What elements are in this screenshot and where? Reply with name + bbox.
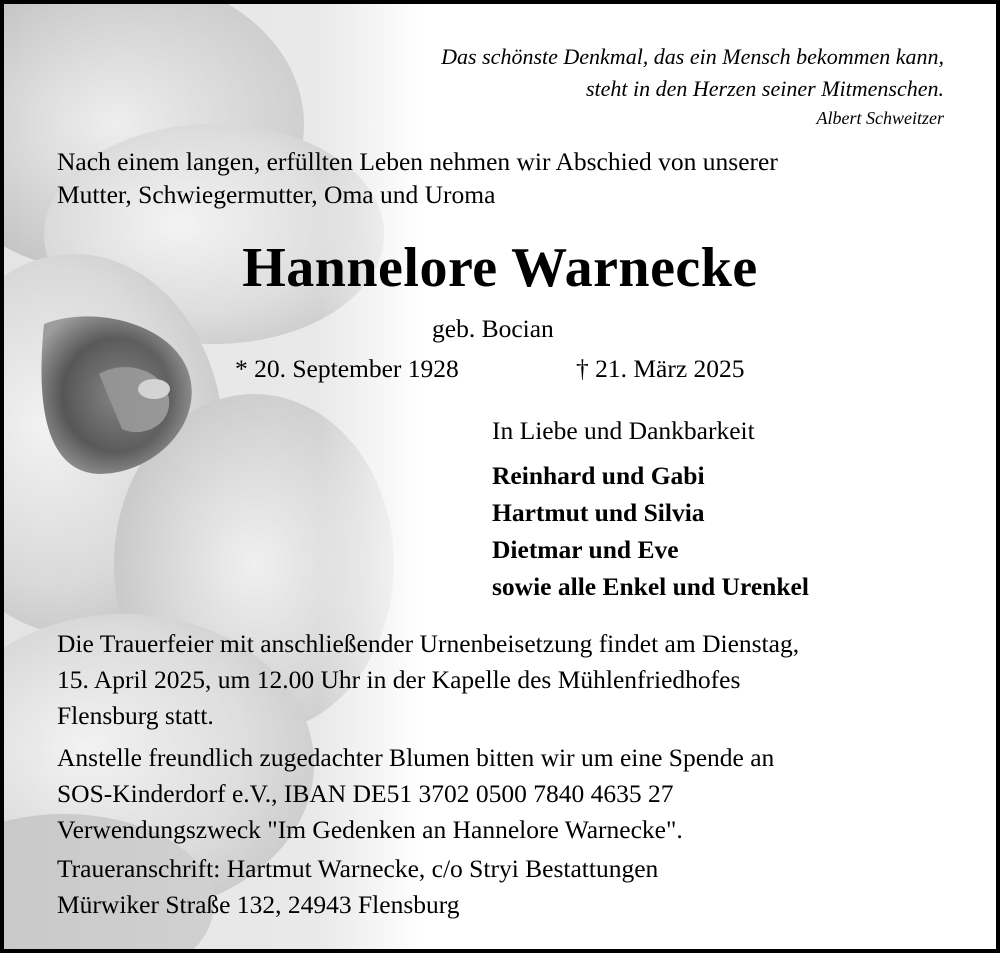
service-line-3: Flensburg statt. <box>57 701 214 730</box>
donation-line-1: Anstelle freundlich zugedachter Blumen bitten wir um eine Spende an <box>57 743 775 772</box>
intro-line-2: Mutter, Schwiegermutter, Oma und Uroma <box>57 180 496 209</box>
quote-line-2: steht in den Herzen seiner Mitmenschen. <box>585 76 944 101</box>
address-line-2: Mürwiker Straße 132, 24943 Flensburg <box>57 890 460 919</box>
maiden-name: geb. Bocian <box>432 314 554 343</box>
dedication-text: In Liebe und Dankbarkeit <box>492 416 755 445</box>
service-line-2: 15. April 2025, um 12.00 Uhr in der Kapelle des Mühlenfriedhofes <box>57 665 741 694</box>
quote-line-1: Das schönste Denkmal, das ein Mensch bekommen kann, <box>441 44 944 69</box>
quote-author: Albert Schweitzer <box>816 108 944 128</box>
donation-line-3: Verwendungszweck "Im Gedenken an Hannelore Warnecke". <box>57 815 683 844</box>
mourner-line: Dietmar und Eve <box>492 535 679 564</box>
birth-date: * 20. September 1928 <box>235 354 459 383</box>
mourner-line: sowie alle Enkel und Urenkel <box>492 572 809 601</box>
service-line-1: Die Trauerfeier mit anschließender Urnenbeisetzung findet am Dienstag, <box>57 629 800 658</box>
mourner-line: Reinhard und Gabi <box>492 461 705 490</box>
deceased-name: Hannelore Warnecke <box>242 237 758 299</box>
address-line-1: Traueranschrift: Hartmut Warnecke, c/o Stryi Bestattungen <box>57 854 659 883</box>
donation-line-2: SOS-Kinderdorf e.V., IBAN DE51 3702 0500 7840 4635 27 <box>57 779 674 808</box>
intro-line-1: Nach einem langen, erfüllten Leben nehmen wir Abschied von unserer <box>57 147 778 176</box>
death-date: † 21. März 2025 <box>576 354 745 383</box>
mourner-line: Hartmut und Silvia <box>492 498 705 527</box>
